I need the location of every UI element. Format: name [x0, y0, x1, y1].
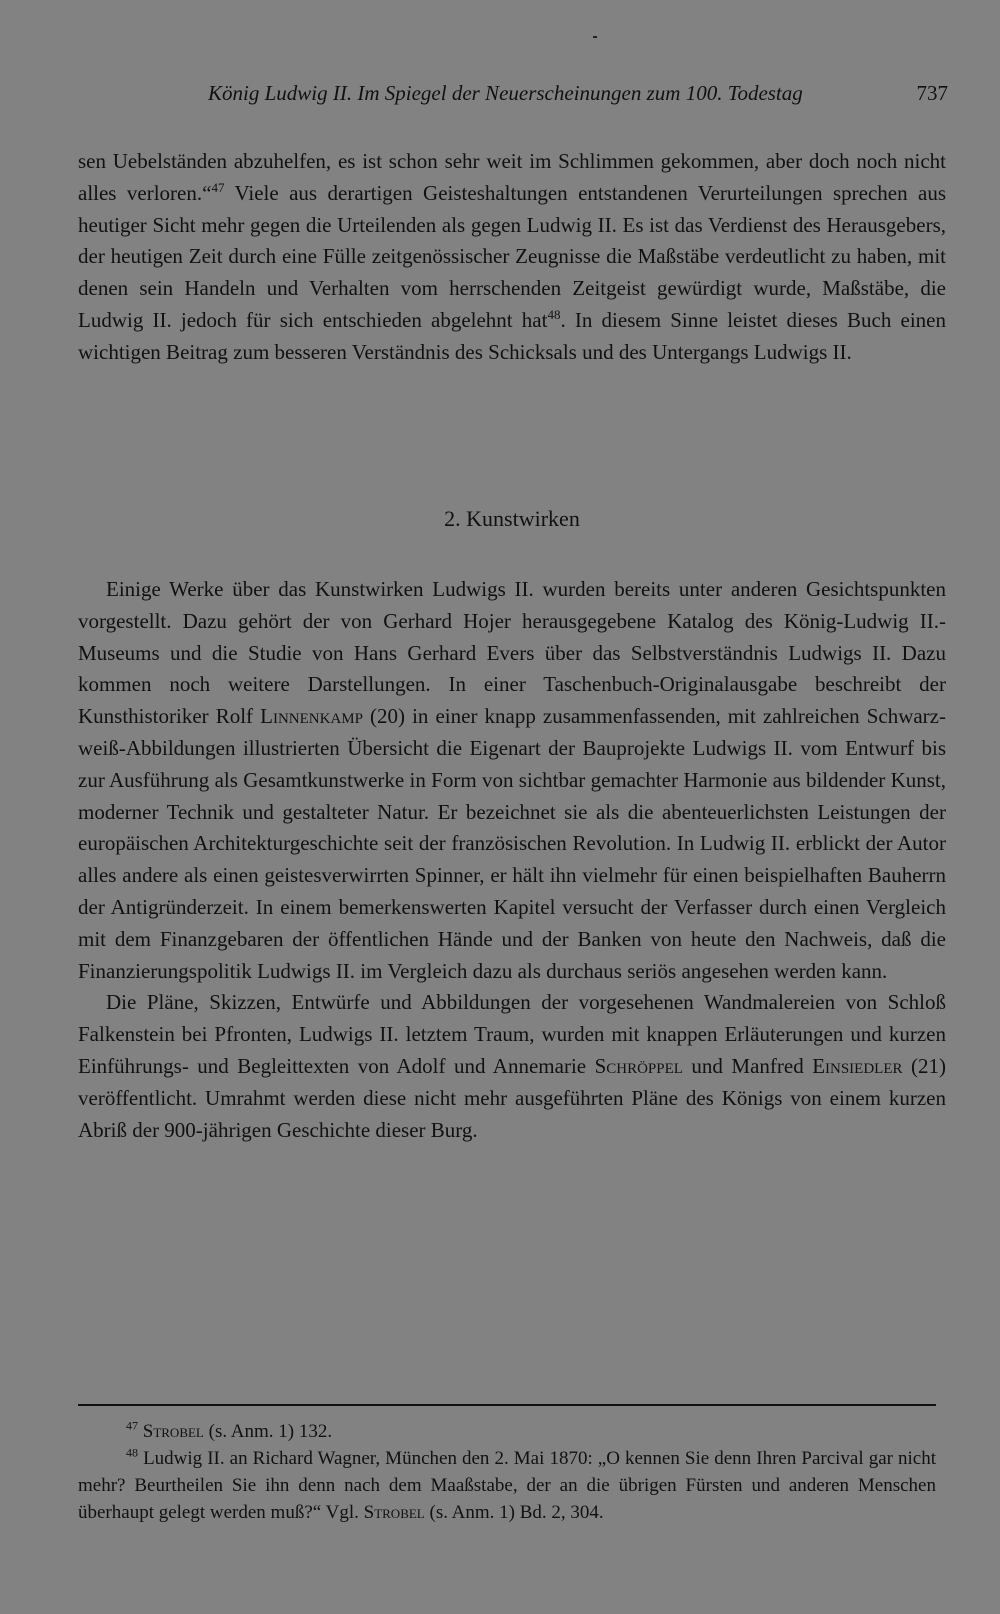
paragraph-text: (21) veröffentlicht. Umrahmt werden diese nicht mehr ausgeführten Pläne des Königs von einem kurzen Abriß der 900-jährigen Geschichte dieser Burg.: [78, 1053, 946, 1142]
paragraph-text: Viele aus derartigen Geisteshaltungen entstandenen Verurteilungen sprechen aus heutiger Sicht mehr gegen die Urteilenden als gegen Ludwig II. Es ist das Verdienst des Herausgebers, der heutigen Zeit durch eine Fülle zeitgenössischer Zeugnisse die Maßstäbe verdeutlicht zu haben, mit denen sein Handeln und Verhalten vom herrschenden Zeitgeist gewürdigt wurde, Maßstäbe, die Ludwig II. jedoch für sich entschieden abgelehnt hat: [78, 180, 946, 332]
footnote-48: [78, 1445, 936, 1526]
paragraph: [78, 574, 946, 987]
paragraph-text: Einige Werke über das Kunstwirken Ludwigs II. wurden bereits unter anderen Gesichtspunkten vorgestellt. Dazu gehört der von Gerhard Hojer herausgegebene Katalog des König-Ludwig II.-Museums und die Studie von Hans Gerhard Evers über das Selbstverständnis Ludwigs II. Dazu kommen noch weitere Darstellungen. In einer Taschenbuch-Originalausgabe beschreibt der Kunsthistoriker Rolf: [78, 577, 946, 729]
footnotes: [78, 1418, 936, 1526]
footnote-reference: 47: [211, 179, 225, 195]
author-name: Linnenkamp: [260, 704, 363, 729]
scan-speck: [593, 36, 597, 38]
footnote-reference: 48: [547, 306, 561, 322]
section-heading: 2. Kunstwirken: [444, 506, 580, 531]
footnote-text: Ludwig II. an Richard Wagner, München den 2. Mai 1870: „O kennen Sie denn Ihren Parcival gar nicht mehr? Beurtheilen Sie ihn denn nach dem Maaßstabe, der an die übrigen Fürsten und anderen Menschen überhaupt gelegt werden muß?“ Vgl.: [78, 1448, 936, 1523]
footnote-47: [78, 1418, 936, 1445]
paragraph-text: (20) in einer knapp zusammenfassenden, mit zahlreichen Schwarz-weiß-Abbildungen illustrierten Übersicht die Eigenart der Bauprojekte Ludwigs II. vom Entwurf bis zur Ausführung als Gesamtkunstwerke in Form von sichtbar gemachter Harmonie aus bildender Kunst, moderner Technik und gestalteter Natur. Er bezeichnet sie als die abenteuerlichsten Leistungen der europäischen Architekturgeschichte seit der französischen Revolution. In Ludwig II. erblickt der Autor alles andere als einen geistesverwirrten Spinner, er hält ihn vielmehr für einen beispielhaften Bauherrn der Antigründerzeit. In einem bemerkenswerten Kapitel versucht der Verfasser durch einen Vergleich mit dem Finanzgebaren der öffentlichen Hände und der Banken von heute den Nachweis, daß die Finanzierungspolitik Ludwigs II. im Vergleich dazu als durchaus seriös angesehen werden kann.: [78, 704, 946, 983]
paragraph-text: und Manfred: [682, 1053, 813, 1078]
paragraph-text: sen Uebelständen abzuhelfen, es ist schon sehr weit im Schlimmen gekommen, aber doch noch nicht alles verloren.“: [78, 149, 946, 205]
footnote-number: 47: [126, 1418, 138, 1433]
body-text-section: [78, 574, 946, 1146]
footnote-number: 48: [126, 1445, 138, 1460]
author-name: Schröppel: [594, 1053, 683, 1078]
paragraph-text: Die Pläne, Skizzen, Entwürfe und Abbildungen der vorgesehenen Wandmalereien von Schloß Falkenstein bei Pfronten, Ludwigs II. letztem Traum, wurden mit knappen Erläuterungen und kurzen Einführungs- und Begleittexten von Adolf und Annemarie: [78, 990, 946, 1078]
footnote-text: (s. Anm. 1) Bd. 2, 304.: [424, 1502, 604, 1523]
body-text-top: [78, 146, 946, 369]
running-title: König Ludwig II. Im Spiegel der Neuerscheinungen zum 100. Todestag: [208, 81, 803, 105]
author-name: Einsiedler: [812, 1053, 903, 1078]
paragraph-text: . In diesem Sinne leistet dieses Buch einen wichtigen Beitrag zum besseren Verständnis des Schicksals und des Untergangs Ludwigs II.: [78, 307, 947, 364]
running-head: [78, 78, 948, 108]
paragraph: [78, 146, 946, 369]
footnote-text: (s. Anm. 1) 132.: [203, 1421, 333, 1442]
author-name: Strobel: [142, 1421, 204, 1442]
author-name: Strobel: [363, 1502, 425, 1523]
page-number: 737: [916, 81, 948, 105]
footnote-rule: [78, 1404, 936, 1406]
paragraph: [78, 987, 946, 1146]
